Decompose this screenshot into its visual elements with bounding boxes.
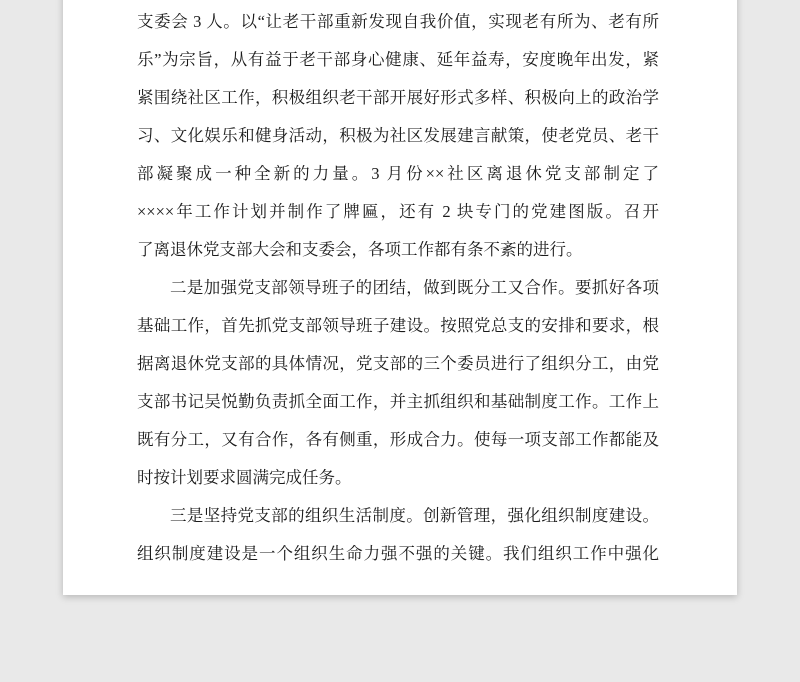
document-line: 既有分工，又有合作，各有侧重，形成合力。使每一项支部工作都能及 [137, 430, 659, 449]
paragraph-2 [137, 269, 659, 497]
document-line: 组织制度建设是一个组织生命力强不强的关键。我们组织工作中强化 [137, 544, 659, 563]
document-line: 基础工作，首先抓党支部领导班子建设。按照党总支的安排和要求，根 [137, 316, 659, 335]
document-page [63, 0, 737, 595]
document-line: 紧围绕社区工作，积极组织老干部开展好形式多样、积极向上的政治学 [137, 88, 659, 107]
document-line: 三是坚持党支部的组织生活制度。创新管理，强化组织制度建设。 [170, 506, 659, 525]
document-body [137, 3, 659, 573]
document-line: 部凝聚成一种全新的力量。3 月份××社区离退休党支部制定了 [137, 164, 659, 183]
paragraph-1 [137, 3, 659, 269]
document-line: 支委会 3 人。以“让老干部重新发现自我价值，实现老有所为、老有所 [137, 12, 659, 31]
document-line: 支部书记吴悦勤负责抓全面工作，并主抓组织和基础制度工作。工作上 [137, 392, 659, 411]
document-line: 据离退休党支部的具体情况，党支部的三个委员进行了组织分工，由党 [137, 354, 659, 373]
document-line: 二是加强党支部领导班子的团结，做到既分工又合作。要抓好各项 [170, 278, 659, 297]
document-line: 了离退休党支部大会和支委会，各项工作都有条不紊的进行。 [137, 240, 583, 259]
document-line: 时按计划要求圆满完成任务。 [137, 468, 352, 487]
document-line: ××××年工作计划并制作了牌匾，还有 2 块专门的党建图版。召开 [137, 202, 659, 221]
document-line: 习、文化娱乐和健身活动，积极为社区发展建言献策，使老党员、老干 [137, 126, 659, 145]
document-line: 乐”为宗旨，从有益于老干部身心健康、延年益寿，安度晚年出发，紧 [137, 50, 659, 69]
paragraph-3 [137, 497, 659, 573]
